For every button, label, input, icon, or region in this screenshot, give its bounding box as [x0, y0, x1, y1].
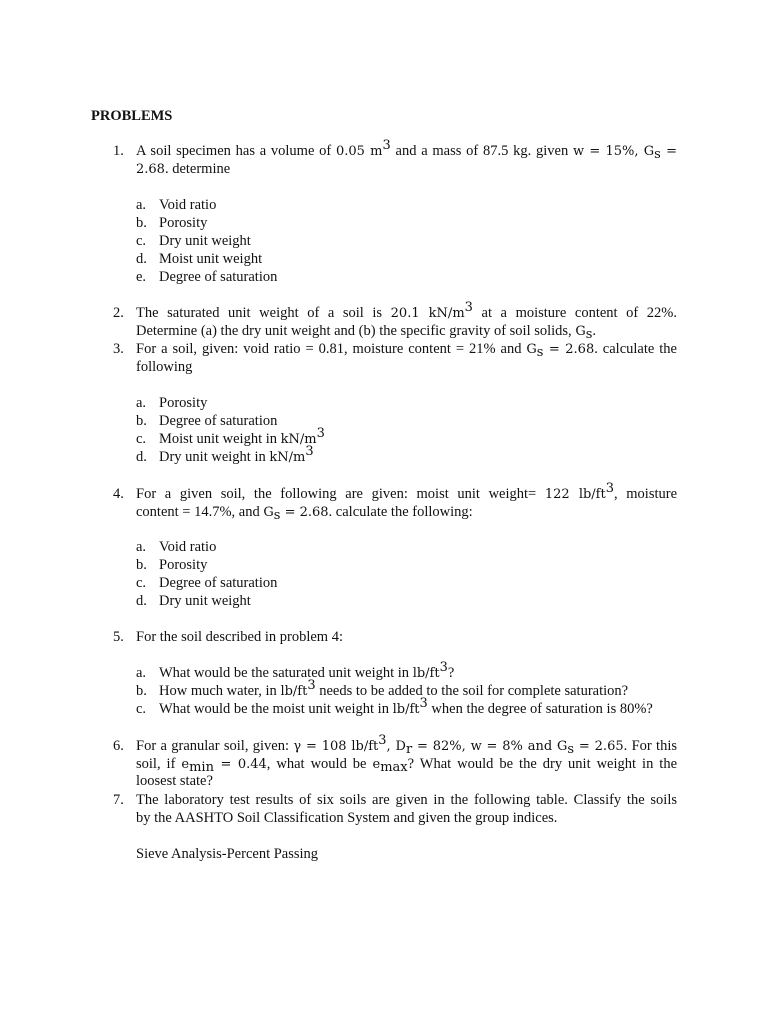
problem-number: 4. [113, 486, 124, 502]
problem-number: 1. [113, 143, 124, 159]
problem-text: The saturated unit weight of a soil is 20.1 $kN/m^3$ at a moisture content of 22%. Determine (a) the dry unit weight and (b) the specific gravity of soil solids, $G_s$. [136, 300, 677, 342]
problem-text: For the soil described in problem 4: [136, 629, 343, 645]
problem-number: 5. [113, 629, 124, 645]
page-heading: PROBLEMS [91, 108, 173, 124]
problem-text: For a granular soil, given: γ = 108 $lb/ft^3$, $D_r = 82\%$, w = 8% and $G_s = 2.65$. For this soil, if $e_{min} = 0.44$, what would be $e_{max}$? What would be the dry unit weight in the loosest state? [136, 733, 678, 789]
problem-text: For a given soil, the following are given: moist unit weight= 122 $lb/ft^3$, moisture content = 14.7%, and $G_s = 2.68$. calculate the following: [136, 481, 678, 523]
problem-text: The laboratory test results of six soils are given in the following table. Classify the soils by the AASHTO Soil Classification System and given the group indices. [136, 792, 677, 826]
problem-number: 6. [113, 738, 124, 754]
problem-number: 2. [113, 305, 124, 321]
problem-text: For a soil, given: void ratio = 0.81, moisture content = 21% and $G_s = 2.68$. calculate the following [136, 341, 677, 375]
document-page: PROBLEMS 1. A soil specimen has a volume of 0.05 $m^3$ and a mass of 87.5 kg. given w = 15%, $G_s$ = 2.68. determine a. Void ratio b. Porosity c. Dry unit weight d. Moist unit weight e. Degree of saturation 2. The saturated unit weight of a soil is 20.1 $kN/m^3$ at a moisture content of 22%. Determine (a) the dry unit weight and (b) the specific gravity of soil solids, $G_s$. 3. For a soil, given: void ratio = 0.81, moisture content = 21% and $G_s = 2.68$. calculate the following a. Porosity b. Degree of saturation c. Moist unit weight in $kN/m^3$ d. Dry unit weight in $kN/m^3$ 4. For a given soil, the following are given: moist unit weight= 122 $lb/ft^3$, moisture content = 14.7%, and $G_s = 2.68$. calculate the following: a. Void ratio b. Porosity c. Degree of saturation d. Dry unit weight 5. For the soil described in problem 4: a. What would be the saturated unit weight in $lb/ft^3$? b. How much water, in $lb/ft^3$ needs to be added to the soil for complete saturation? c. What would be the moist unit weight in $lb/ft^3$ when the degree of saturation is 80%? 6. For a granular soil, given: γ = 108 $lb/ft^3$, $D_r = 82\%$, w = 8% and $G_s = 2.65$. For this soil, if $e_{min} = 0.44$, what would be $e_{max}$? What would be the dry unit weight in the loosest state? 7. The laboratory test results of six soils are given in the following table. Classify the soils by the AASHTO Soil Classification System and given the group indices. Sieve Analysis-Percent Passing [91, 108, 678, 862]
problem-text: A soil specimen has a volume of 0.05 $m^3$ and a mass of 87.5 kg. given w = 15%, $G_s$ = 2.68. determine [136, 138, 677, 177]
problem-number: 7. [113, 792, 124, 808]
problem-number: 3. [113, 341, 124, 357]
table-caption: Sieve Analysis-Percent Passing [136, 846, 319, 862]
